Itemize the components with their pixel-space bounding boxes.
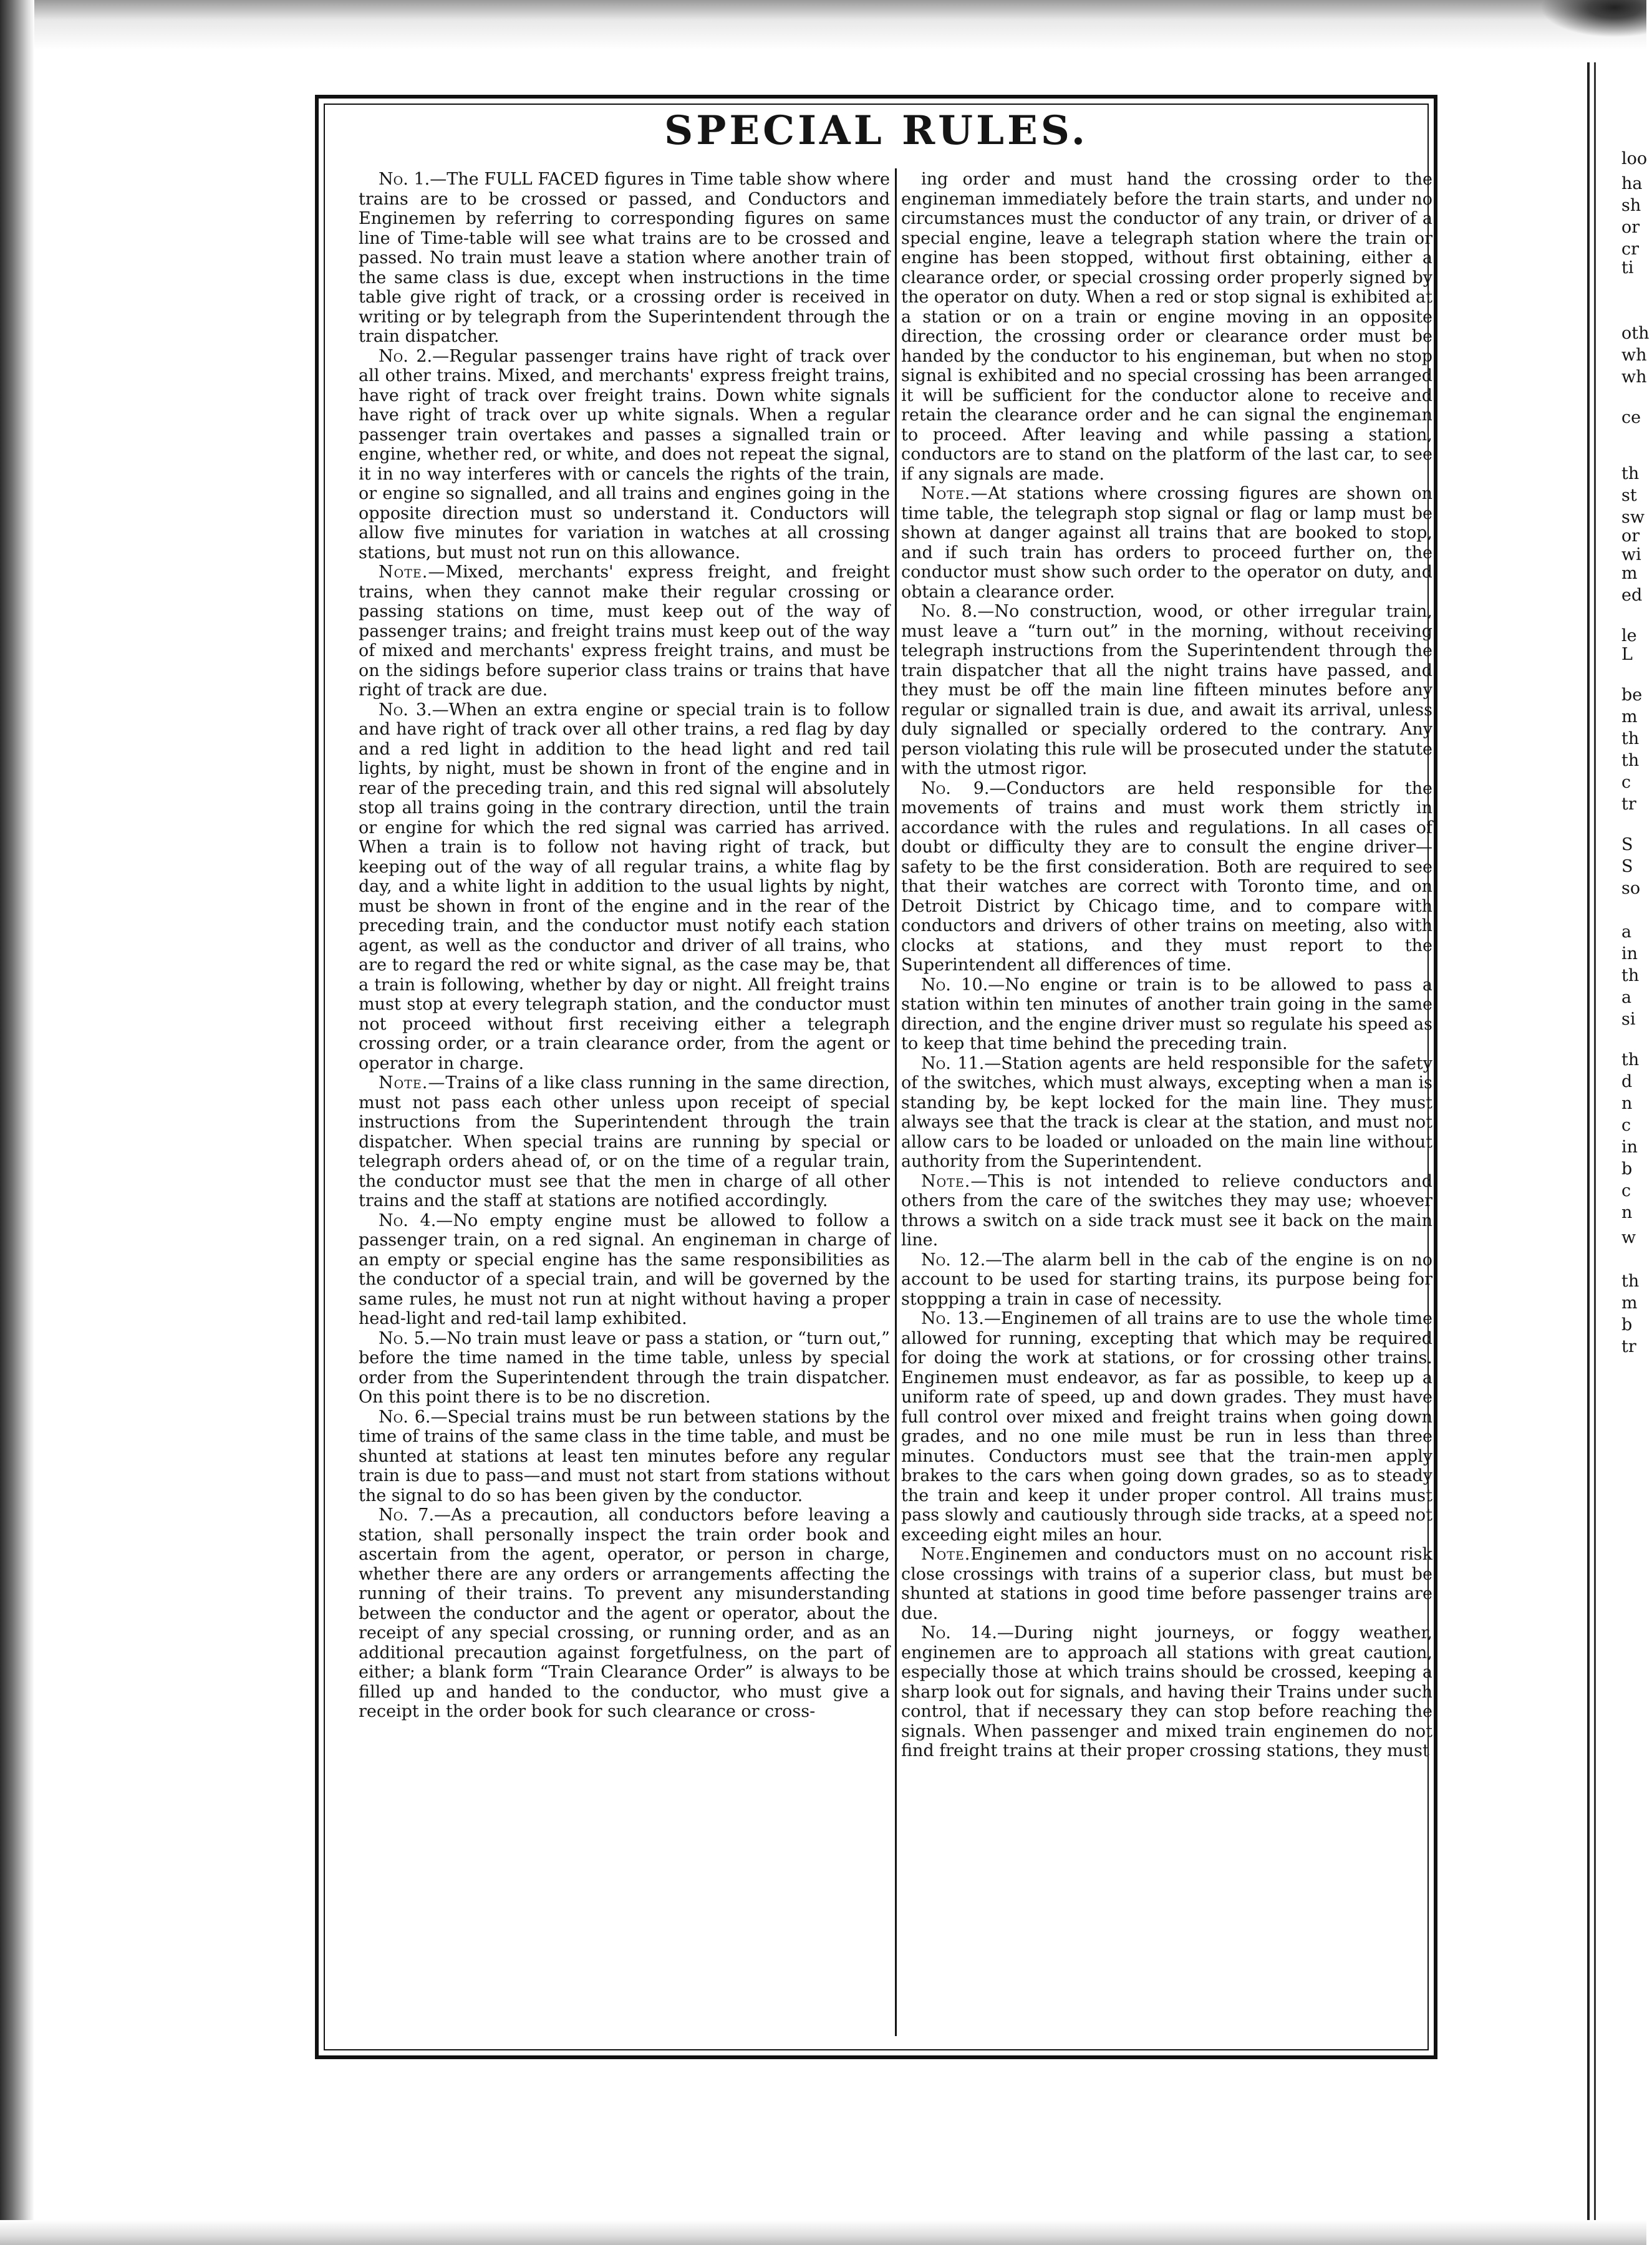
next-page-fragment: be <box>1621 685 1643 705</box>
next-page-fragment: oth <box>1621 324 1650 343</box>
rule-text: The FULL FACED figures in Time table show where trains are to be crossed or passed, and Conductors and Enginemen by referring to corresponding figures on same line of Time-table will see what trains are to be crossed and passed. No train must leave a station where another train of the same class is due, except when instructions in the time table give right of track, or a crossing order is received in writing or by telegraph from the Superintendent through the train dispatcher. <box>359 170 890 346</box>
next-page-fragment: in <box>1621 1137 1638 1157</box>
rule-paragraph <box>359 1211 890 1329</box>
note-label: Note.— <box>921 1171 988 1191</box>
rule-paragraph <box>901 779 1432 975</box>
rule-number: No. 6.— <box>379 1407 448 1427</box>
rule-text: Enginemen and conductors must on no account risk close crossings with trains of a superior class, but must be shunted at stations in good time before passenger trains are due. <box>901 1545 1432 1623</box>
scan-shadow-bottom <box>0 2220 1646 2245</box>
rule-number: No. 13.— <box>921 1309 1001 1328</box>
next-page-fragment: th <box>1621 464 1640 483</box>
next-page-fragment: loo <box>1621 149 1648 168</box>
next-page-fragment: le <box>1621 626 1637 645</box>
rule-paragraph <box>901 975 1432 1054</box>
right-column <box>901 170 1432 2034</box>
next-page-fragment: sw <box>1621 508 1645 527</box>
scan-shadow-left <box>0 0 34 2245</box>
rule-text: No empty engine must be allowed to follow a passenger train, on a red signal. An engineman in charge of an empty or special engine has the same responsibilities as the conductor of a special train, and will be governed by the same rules, he must not run at night without having a proper head-light and red-tail lamp exhibited. <box>359 1210 890 1328</box>
next-page-fragment: sh <box>1621 196 1641 215</box>
rule-text: Trains of a like class running in the same direction, must not pass each other unless upon receipt of special instructions from the Superintendent through the train dispatcher. When special trains are running by special or telegraph orders ahead of, or on the time of a regular train, the conductor must see that the men in charge of all other trains and the staff at stations are notified accordingly. <box>359 1073 890 1210</box>
next-page-fragment: b <box>1621 1159 1633 1179</box>
next-page-fragment: in <box>1621 944 1638 963</box>
rule-paragraph <box>359 1329 890 1407</box>
next-page-fragment: b <box>1621 1315 1633 1335</box>
next-page-fragment: cr <box>1621 239 1640 259</box>
next-page-fragment: si <box>1621 1010 1636 1029</box>
rule-text: Mixed, merchants' express freight, and freight trains, when they cannot make their regular crossing or passing stations on time, must keep out of the way of passenger trains; and freight trains must keep out of the way of mixed and merchants' express freight trains, and must be on the sidings before superior class trains or trains that have right of track are due. <box>359 562 890 700</box>
rule-number: No. 2.— <box>379 346 450 366</box>
rule-text: ing order and must hand the crossing order to the engineman immediately before the train starts, and under no circumstances must the conductor of any train, or driver of a special engine, leave a telegraph station where the train or engine has been stopped, without first obtaining, either a clearance order, or special crossing order properly signed by the operator on duty. When a red or stop signal is exhibited at a station or on a train or engine moving in an opposite direction, the crossing order or clearance order must be handed by the conductor to his engineman, but when no stop signal is exhibited and no special crossing has been arranged it will be sufficient for the conductor alone to receive and retain the clearance order and he can signal the engineman to proceed. After leaving and while passing a station, conductors are to stand on the platform of the last car, to see if any signals are made. <box>901 170 1432 484</box>
note-paragraph <box>901 1545 1432 1623</box>
next-page-fragment: th <box>1621 966 1640 985</box>
next-page-fragment: m <box>1621 1293 1638 1313</box>
next-page-fragment: th <box>1621 1272 1640 1291</box>
next-page-fragment: c <box>1621 1181 1631 1200</box>
rule-text: Conductors are held responsible for the movements of trains and must work them strictly in accordance with the rules and regulations. In all cases of doubt or difficulty they are to consult the engine driver—safety to be the first consideration. Both are required to see that their watches are correct with Toronto time, and on Detroit District by Chicago time, and to compare with conductors and drivers of other trains on meeting, also with clocks at stations, and they must report to the Superintendent all differences of time. <box>901 778 1432 975</box>
rule-text: During night journeys, or foggy weather, enginemen are to approach all stations with great caution, especially those at which trains should be crossed, keeping a sharp look out for signals, and having their Trains under such control, that if necessary they can stop before reaching the signals. When passenger and mixed train enginemen do not find freight trains at their proper crossing stations, they must <box>901 1623 1432 1760</box>
next-page-fragment: or <box>1621 526 1640 546</box>
rule-paragraph <box>359 170 890 347</box>
next-page-fragment: m <box>1621 707 1638 727</box>
rule-text: No construction, wood, or other irregular train, must leave a “turn out” in the morning, without receiving telegraph instructions from the Superintendent through the train dispatcher that all the night trains have passed, and they must be off the main line fifteen minutes before any regular or signalled train is due, and await its arrival, unless duly signalled or specially ordered to the contrary. Any person violating this rule will be prosecuted under the statute with the utmost rigor. <box>901 602 1432 778</box>
rule-number: No. 1.— <box>379 170 447 189</box>
next-page-fragment: th <box>1621 751 1640 770</box>
next-page-fragment: w <box>1621 1228 1636 1247</box>
rule-paragraph <box>901 1054 1432 1172</box>
next-page-fragment: n <box>1621 1094 1633 1113</box>
rule-text: When an extra engine or special train is to follow and have right of track over all other trains, a red flag by day and a red light in addition to the head light and red tail lights, by night, must be shown in front of the engine and in rear of the preceding train, and this red signal will absolutely stop all trains going in the contrary direction, until the train or engine for which the red signal was carried has arrived. When a train is to follow not having right of track, but keeping out of the way of all regular trains, a white flag by day, and a white light in addition to the usual lights by night, must be shown in front of the engine and in the rear of the preceding train, and the conductor must notify each station agent, as well as the conductor and driver of all trains, who are to regard the red or white signal, as the case may be, that a train is following, whether by day or night. All freight trains must stop at every telegraph station, and the conductor must not proceed without first receiving either a telegraph crossing order, or a train clearance order, from the agent or operator in charge. <box>359 700 890 1073</box>
note-paragraph <box>359 562 890 700</box>
next-page-fragment: tr <box>1621 794 1636 814</box>
next-page-fragment: th <box>1621 1050 1640 1069</box>
rule-paragraph <box>901 170 1432 484</box>
next-page-fragment: c <box>1621 1116 1631 1135</box>
next-page-fragment: ed <box>1621 586 1643 605</box>
rule-paragraph <box>901 1623 1432 1761</box>
rule-text: At stations where crossing figures are shown on time table, the telegraph stop signal or flag or lamp must be shown at danger against all trains that are booked to stop, and if such train has orders to proceed further on, the conductor must show such order to the operator on duty, and obtain a clearance order. <box>901 484 1432 602</box>
note-paragraph <box>901 1172 1432 1250</box>
rule-number: No. 10.— <box>921 975 1005 995</box>
rule-text: Special trains must be run between stations by the time of trains of the same class in the time table, and must be shunted at stations at least ten minutes before any regular train is due to pass—and must not start from stations without the signal to do so has been given by the conductor. <box>359 1407 890 1505</box>
note-paragraph <box>359 1073 890 1211</box>
page-title: SPECIAL RULES. <box>664 107 1088 154</box>
next-page-fragment: wi <box>1621 545 1641 564</box>
next-page-fragment: S <box>1621 835 1633 854</box>
rule-number: No. 7.— <box>379 1505 452 1525</box>
rule-number: No. 3.— <box>379 700 449 720</box>
rule-text: No train must leave or pass a station, or “turn out,” before the time named in the time table, unless by special order from the Superintendent through the train dispatcher. On this point there is to be no discretion. <box>359 1328 890 1407</box>
next-page-fragment: st <box>1621 486 1637 505</box>
rule-text: As a precaution, all conductors before leaving a station, shall personally inspect the train order book and ascertain from the agent, operator, or person in charge, whether there are any orders or arrangements affecting the running of their trains. To prevent any misunderstanding between the conductor and the agent or operator, about the receipt of any special crossing, or running order, and as an additional precaution against forgetfulness, on the part of either; a blank form “Train Clearance Order” is always to be filled up and handed to the conductor, who must give a receipt in the order book for such clearance or cross- <box>359 1505 890 1721</box>
rule-paragraph <box>359 347 890 563</box>
rule-text: This is not intended to relieve conductors and others from the care of the switches they may use; whoever throws a switch on a side track must see it back on the main line. <box>901 1171 1432 1250</box>
ink-blot <box>1540 0 1646 37</box>
next-page-fragment: wh <box>1621 345 1647 365</box>
next-page-fragment: ti <box>1621 258 1634 278</box>
note-label: Note.— <box>379 562 446 582</box>
rule-paragraph <box>901 1250 1432 1310</box>
next-page-fragment: L <box>1621 645 1633 664</box>
note-label: Note.— <box>379 1073 446 1093</box>
next-page-fragment: th <box>1621 729 1640 748</box>
rule-number: No. 5.— <box>379 1328 447 1348</box>
rule-number: No. 8.— <box>921 602 995 621</box>
next-page-border <box>1594 62 1596 2220</box>
next-page-fragment: n <box>1621 1203 1633 1222</box>
rule-paragraph <box>359 700 890 1074</box>
note-paragraph <box>901 484 1432 602</box>
rule-number: No. 11.— <box>921 1053 1002 1073</box>
rule-paragraph <box>359 1407 890 1506</box>
note-label: Note.— <box>921 484 988 503</box>
rule-number: No. 14.— <box>921 1623 1014 1643</box>
rule-paragraph <box>359 1505 890 1722</box>
next-page-fragment: ce <box>1621 408 1641 427</box>
next-page-fragment: so <box>1621 879 1641 898</box>
rule-text: No engine or train is to be allowed to pass a station within ten minutes of another train going in the same direction, and the engine driver must so regulate his speed as to keep that time behind the preceding train. <box>901 975 1432 1053</box>
rule-number: No. 12.— <box>921 1250 1003 1270</box>
rule-text: Enginemen of all trains are to use the whole time allowed for running, excepting that which may be required for doing the work at stations, or for crossing other trains. Enginemen must endeavor, as far as possible, to keep up a uniform rate of speed, up and down grades. They must have full control over mixed and freight trains when going down grades, and no one mile must be run in less than three minutes. Conductors must see that the train-men apply brakes to the cars when going down grades, so as to steady the train and keep it under proper control. All trains must pass slowly and cautiously through side tracks, at a speed not exceeding eight miles an hour. <box>901 1309 1432 1545</box>
next-page-fragment: tr <box>1621 1337 1636 1356</box>
rule-number: No. 9.— <box>921 778 1007 798</box>
scan-shadow-top <box>0 0 1646 50</box>
next-page-fragment: c <box>1621 773 1631 792</box>
next-page-fragment: a <box>1621 922 1632 942</box>
left-column <box>359 170 890 2034</box>
rule-text: The alarm bell in the cab of the engine is on no account to be used for starting trains, its purpose being for stoppping a train in case of necessity. <box>901 1250 1432 1309</box>
rule-text: Station agents are held responsible for the safety of the switches, which must always, excepting when a man is standing by, be kept locked for the main line. They must always see that the track is clear at the station, and must not allow cars to be loaded or unloaded on the main line without authority from the Superintendent. <box>901 1053 1432 1171</box>
next-page-fragment: d <box>1621 1072 1633 1091</box>
note-label: Note. <box>921 1545 971 1564</box>
next-page-fragment: wh <box>1621 367 1647 387</box>
next-page-fragment: or <box>1621 218 1640 237</box>
rule-text: Regular passenger trains have right of track over all other trains. Mixed, and merchants' express freight trains, have right of track over freight trains. Down white signals have right of track over up white signals. When a regular passenger train overtakes and passes a signalled train or engine, whether red, or white, and does not repeat the signal, it in no way interferes with or cancels the rights of the train, or engine so signalled, and all trains and engines going in the opposite direction must so understand it. Conductors will allow five minutes for variation in watches at all crossing stations, but must not run on this allowance. <box>359 346 890 562</box>
rule-paragraph <box>901 602 1432 779</box>
next-page-fragment: m <box>1621 564 1638 583</box>
next-page-fragment: S <box>1621 857 1633 876</box>
next-page-fragment: ha <box>1621 174 1643 193</box>
rule-number: No. 4.— <box>379 1210 453 1230</box>
column-divider <box>895 168 897 2036</box>
next-page-fragment: a <box>1621 988 1632 1007</box>
rule-paragraph <box>901 1309 1432 1545</box>
